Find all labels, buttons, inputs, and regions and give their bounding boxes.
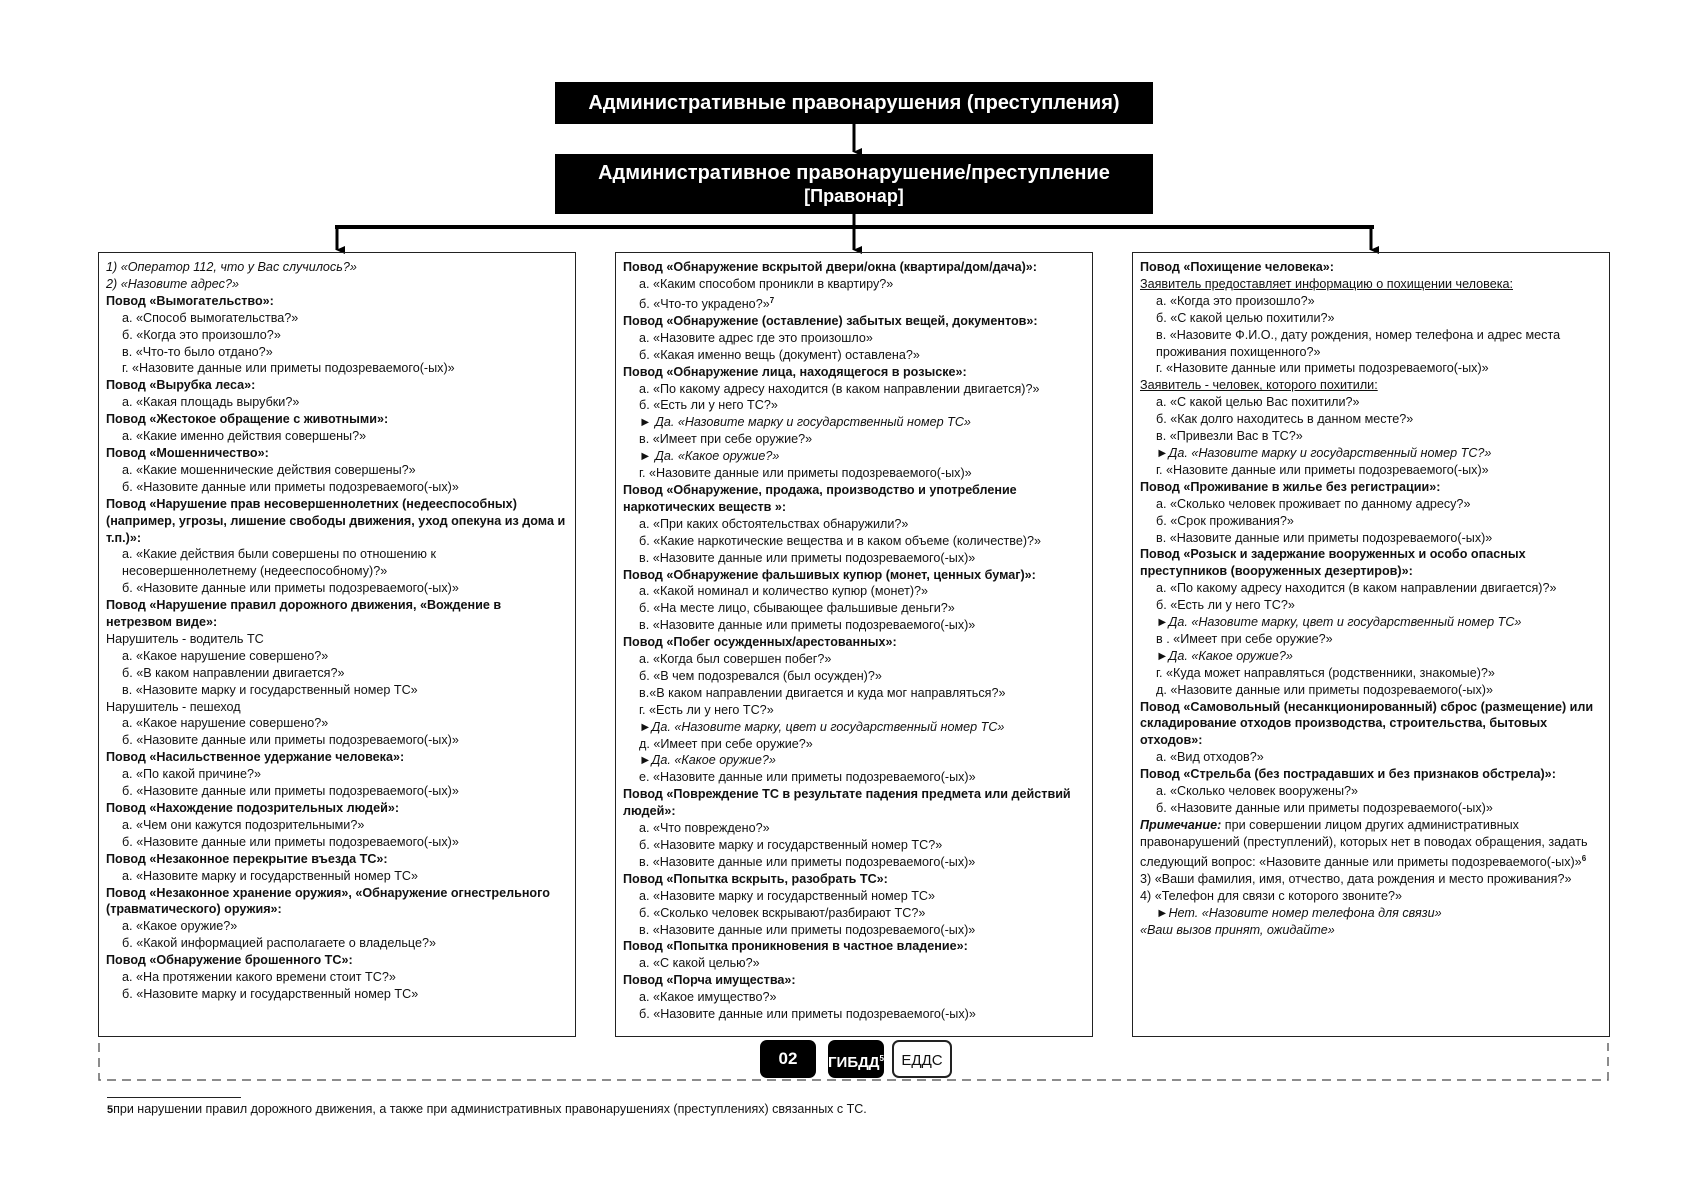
question-line bbox=[1140, 922, 1602, 939]
line-text: а. «Какое нарушение совершено?» bbox=[122, 716, 329, 731]
line-text: г. «Куда может направляться (родственники, знакомые)?» bbox=[1156, 665, 1495, 680]
line-text: Повод «Обнаружение вскрытой двери/окна (квартира/дом/дача)»: bbox=[623, 260, 1038, 274]
question-line bbox=[623, 905, 1085, 922]
line-text: а. «Назовите адрес где это произошло» bbox=[639, 330, 873, 345]
line-text: в. «Назовите марку и государственный номер ТС» bbox=[122, 682, 418, 697]
question-line bbox=[623, 736, 1085, 753]
section-heading bbox=[106, 749, 568, 766]
question-line bbox=[1140, 871, 1602, 888]
section-heading bbox=[106, 597, 568, 631]
question-line bbox=[623, 702, 1085, 719]
line-text: ►Да. «Назовите марку, цвет и государственный номер ТС» bbox=[639, 719, 1005, 734]
line-text: б. «Назовите марку и государственный номер ТС?» bbox=[639, 838, 943, 852]
line-text: г. «Назовите данные или приметы подозреваемого(-ых)» bbox=[639, 466, 972, 481]
line-text: а. «Какая площадь вырубки?» bbox=[122, 395, 300, 410]
question-line bbox=[623, 752, 1085, 769]
question-line bbox=[106, 344, 568, 361]
line-text: б. «На месте лицо, сбывающее фальшивые деньги?» bbox=[639, 601, 955, 616]
question-line bbox=[106, 732, 568, 749]
question-line bbox=[106, 699, 568, 716]
line-text: в. «Назовите данные или приметы подозреваемого(-ых)» bbox=[639, 618, 976, 633]
question-line bbox=[623, 516, 1085, 533]
question-line bbox=[106, 817, 568, 834]
line-text: б. «Какие наркотические вещества и в каком объеме (количестве)?» bbox=[639, 533, 1042, 548]
line-text: б. «Назовите данные или приметы подозреваемого(-ых)» bbox=[1156, 801, 1493, 815]
section-heading bbox=[1140, 546, 1602, 580]
question-line bbox=[1140, 580, 1602, 597]
line-text: Повод «Незаконное хранение оружия», «Обнаружение огнестрельного (травматического) оружия»: bbox=[106, 885, 550, 917]
line-text: а. «Назовите марку и государственный номер ТС» bbox=[122, 868, 418, 883]
question-line bbox=[623, 719, 1085, 736]
subtitle-box bbox=[555, 154, 1153, 214]
line-text: а. «Каким способом проникли в квартиру?» bbox=[639, 276, 894, 291]
question-line bbox=[623, 989, 1085, 1006]
line-text: в. «Имеет при себе оружие?» bbox=[639, 432, 813, 447]
question-line bbox=[623, 854, 1085, 871]
note-text: при совершении лицом других административных правонарушений (преступлений), которых нет в поводах обращения, задать следующий вопрос: «Назовите данные или приметы подозреваемого(-ых)» bbox=[1140, 817, 1588, 869]
section-heading bbox=[623, 972, 1085, 989]
question-line bbox=[623, 922, 1085, 939]
line-text: ►Да. «Назовите марку, цвет и государственный номер ТС» bbox=[1156, 615, 1522, 630]
line-text: а. «Чем они кажутся подозрительными?» bbox=[122, 817, 365, 832]
line-text: б. «Назовите данные или приметы подозреваемого(-ых)» bbox=[122, 479, 459, 494]
question-line bbox=[1140, 496, 1602, 513]
question-line bbox=[1140, 888, 1602, 905]
line-text: а. «Назовите марку и государственный номер ТС» bbox=[639, 888, 935, 903]
line-text: в. «Назовите данные или приметы подозреваемого(-ых)» bbox=[1156, 530, 1493, 545]
question-line bbox=[1140, 682, 1602, 699]
question-line bbox=[1140, 530, 1602, 547]
question-line bbox=[1140, 800, 1602, 817]
note-label: Примечание: bbox=[1140, 817, 1222, 832]
section-heading bbox=[106, 445, 568, 462]
line-text: Заявитель предоставляет информацию о похищении человека: bbox=[1140, 276, 1513, 291]
question-line bbox=[623, 685, 1085, 702]
line-text: а. «Какие действия были совершены по отношению к несовершеннолетнему (недееспособному)?» bbox=[122, 547, 436, 579]
line-text: 4) «Телефон для связи с которого звоните?» bbox=[1140, 888, 1403, 903]
section-heading bbox=[106, 885, 568, 919]
question-line bbox=[1140, 377, 1602, 394]
question-line bbox=[106, 935, 568, 952]
question-line bbox=[623, 600, 1085, 617]
footnote-mark: 5 bbox=[107, 1104, 114, 1116]
line-text: Нарушитель - пешеход bbox=[106, 699, 241, 714]
line-text: а. «Вид отходов?» bbox=[1156, 750, 1264, 765]
question-line bbox=[1140, 513, 1602, 530]
line-text: ►Нет. «Назовите номер телефона для связи» bbox=[1156, 905, 1442, 920]
line-text: а. «С какой целью Вас похитили?» bbox=[1156, 395, 1360, 410]
line-text: 2) «Назовите адрес?» bbox=[106, 276, 239, 291]
question-line bbox=[106, 479, 568, 496]
line-text: г. «Есть ли у него ТС?» bbox=[639, 702, 774, 717]
line-text: Повод «Побег осужденных/арестованных»: bbox=[623, 635, 897, 650]
section-heading bbox=[106, 411, 568, 428]
question-line bbox=[1140, 462, 1602, 479]
question-line bbox=[623, 955, 1085, 972]
line-text: Повод «Розыск и задержание вооруженных и особо опасных преступников (вооруженных дезертиров)»: bbox=[1140, 547, 1526, 579]
line-text: г. «Назовите данные или приметы подозреваемого(-ых)» bbox=[122, 361, 455, 376]
line-text: б. «Назовите данные или приметы подозреваемого(-ых)» bbox=[122, 733, 459, 748]
question-line bbox=[106, 276, 568, 293]
footnote-text: при нарушении правил дорожного движения, а также при административных правонарушениях (преступлениях) связанных с ТС. bbox=[113, 1102, 867, 1116]
line-text: в. «Назовите Ф.И.О., дату рождения, номер телефона и адрес места проживания похищенного?» bbox=[1156, 327, 1561, 359]
question-line bbox=[623, 617, 1085, 634]
section-heading bbox=[1140, 699, 1602, 750]
section-heading bbox=[1140, 479, 1602, 496]
line-text: б. «В каком направлении двигается?» bbox=[122, 665, 345, 680]
question-line bbox=[106, 986, 568, 1003]
line-text: в.«В каком направлении двигается и куда мог направляться?» bbox=[639, 685, 1006, 700]
section-heading bbox=[106, 377, 568, 394]
line-text: Повод «Попытка проникновения в частное владение»: bbox=[623, 939, 968, 954]
line-text: Повод «Обнаружение (оставление) забытых вещей, документов»: bbox=[623, 313, 1038, 328]
question-line bbox=[106, 868, 568, 885]
subtitle-code: [Правонар] bbox=[804, 186, 904, 206]
line-text: а. «С какой целью?» bbox=[639, 956, 760, 971]
line-text: Повод «Обнаружение лица, находящегося в розыске»: bbox=[623, 364, 967, 379]
line-text: Повод «Обнаружение фальшивых купюр (монет, ценных бумаг)»: bbox=[623, 567, 1036, 582]
question-line bbox=[623, 550, 1085, 567]
question-line bbox=[623, 837, 1085, 854]
question-line bbox=[1140, 665, 1602, 682]
question-line bbox=[623, 583, 1085, 600]
question-line bbox=[623, 769, 1085, 786]
line-text: д. «Имеет при себе оружие?» bbox=[639, 736, 813, 751]
line-text: б. «Назовите данные или приметы подозреваемого(-ых)» bbox=[122, 784, 459, 799]
line-text: а. «Способ вымогательства?» bbox=[122, 310, 299, 325]
question-line bbox=[623, 533, 1085, 550]
line-text: в. «Что-то было отдано?» bbox=[122, 344, 273, 359]
badge-02: 02 bbox=[760, 1040, 816, 1078]
section-heading bbox=[623, 786, 1085, 820]
line-text: а. «Какое имущество?» bbox=[639, 990, 777, 1005]
line-text: Повод «Самовольный (несанкционированный) сброс (размещение) или складирование отходов производства, строительства, бытовых отходов»: bbox=[1140, 699, 1594, 748]
line-text: а. «Какое нарушение совершено?» bbox=[122, 648, 329, 663]
section-heading bbox=[623, 871, 1085, 888]
line-text: ►Да. «Назовите марку и государственный номер ТС?» bbox=[1156, 445, 1492, 460]
line-text: б. «Назовите данные или приметы подозреваемого(-ых)» bbox=[122, 834, 459, 849]
footnote-ref: 7 bbox=[769, 295, 775, 305]
question-line bbox=[1140, 597, 1602, 614]
question-line bbox=[623, 276, 1085, 293]
question-line bbox=[623, 293, 1085, 313]
line-text: ► Да. «Какое оружие?» bbox=[639, 449, 780, 464]
line-text: а. «Какой номинал и количество купюр (монет)?» bbox=[639, 584, 929, 599]
line-text: б. «Назовите марку и государственный номер ТС» bbox=[122, 986, 419, 1001]
line-text: ►Да. «Какое оружие?» bbox=[1156, 648, 1293, 663]
column-middle bbox=[615, 252, 1093, 1037]
question-line bbox=[1140, 276, 1602, 293]
question-line bbox=[623, 448, 1085, 465]
question-line bbox=[106, 428, 568, 445]
question-line bbox=[106, 648, 568, 665]
question-line bbox=[1140, 749, 1602, 766]
question-line bbox=[1140, 293, 1602, 310]
question-line bbox=[106, 918, 568, 935]
section-heading bbox=[623, 938, 1085, 955]
question-line bbox=[106, 969, 568, 986]
question-line bbox=[1140, 310, 1602, 327]
question-line bbox=[106, 546, 568, 580]
question-line bbox=[106, 360, 568, 377]
question-line bbox=[106, 462, 568, 479]
section-heading bbox=[106, 952, 568, 969]
line-text: б. «Сколько человек вскрывают/разбирают ТС?» bbox=[639, 905, 926, 920]
question-line bbox=[623, 431, 1085, 448]
question-line bbox=[106, 665, 568, 682]
line-text: г. «Назовите данные или приметы подозреваемого(-ых)» bbox=[1156, 462, 1489, 477]
line-text: Повод «Вырубка леса»: bbox=[106, 378, 256, 393]
question-line bbox=[1140, 445, 1602, 462]
question-line bbox=[623, 381, 1085, 398]
question-line bbox=[1140, 614, 1602, 631]
line-text: а. «На протяжении какого времени стоит ТС?» bbox=[122, 970, 396, 985]
line-text: б. «Назовите данные или приметы подозреваемого(-ых)» bbox=[639, 1007, 976, 1022]
line-text: а. «Какие мошеннические действия совершены?» bbox=[122, 462, 416, 477]
line-text: Повод «Вымогательство»: bbox=[106, 293, 274, 308]
footnote-ref: 6 bbox=[1581, 853, 1587, 863]
section-heading bbox=[106, 293, 568, 310]
column-left bbox=[98, 252, 576, 1037]
section-heading bbox=[623, 567, 1085, 584]
line-text: 1) «Оператор 112, что у Вас случилось?» bbox=[106, 260, 357, 274]
question-line bbox=[106, 310, 568, 327]
line-text: Повод «Нарушение прав несовершеннолетних (недееспособных) (например, угрозы, лишение свободы движения, уход опекуна из дома и т.п.)»: bbox=[106, 496, 566, 545]
badge-edds: ЕДДС bbox=[892, 1040, 952, 1078]
line-text: Повод «Обнаружение, продажа, производство и употребление наркотических веществ »: bbox=[623, 482, 1017, 514]
line-text: Повод «Порча имущества»: bbox=[623, 973, 796, 988]
line-text: б. «Какая именно вещь (документ) оставлена?» bbox=[639, 347, 920, 362]
line-text: б. «В чем подозревался (был осужден)?» bbox=[639, 668, 882, 683]
line-text: Повод «Стрельба (без пострадавших и без признаков обстрела)»: bbox=[1140, 767, 1556, 782]
section-heading bbox=[623, 364, 1085, 381]
badge-gibdd-label: ГИБДД bbox=[828, 1054, 880, 1071]
question-line bbox=[106, 580, 568, 597]
line-text: Повод «Проживание в жилье без регистрации»: bbox=[1140, 479, 1441, 494]
line-text: б. «Как долго находитесь в данном месте?» bbox=[1156, 412, 1414, 427]
question-line bbox=[1140, 817, 1602, 871]
section-heading bbox=[623, 313, 1085, 330]
line-text: а. «Что повреждено?» bbox=[639, 821, 770, 836]
question-line bbox=[623, 1006, 1085, 1023]
line-text: Повод «Мошенничество»: bbox=[106, 445, 269, 460]
question-line bbox=[623, 414, 1085, 431]
section-heading bbox=[623, 634, 1085, 651]
line-text: в. «Назовите данные или приметы подозреваемого(-ых)» bbox=[639, 550, 976, 565]
section-heading bbox=[623, 259, 1085, 276]
line-text: б. «Когда это произошло?» bbox=[122, 327, 281, 342]
line-text: а. «При каких обстоятельствах обнаружили?» bbox=[639, 516, 909, 531]
line-text: Повод «Жестокое обращение с животными»: bbox=[106, 412, 389, 427]
subtitle-text: Административное правонарушение/преступление bbox=[598, 162, 1110, 184]
column-right bbox=[1132, 252, 1610, 1037]
line-text: б. «Какой информацией располагаете о владельце?» bbox=[122, 936, 436, 951]
line-text: Повод «Нахождение подозрительных людей»: bbox=[106, 801, 400, 815]
question-line bbox=[1140, 905, 1602, 922]
line-text: б. «С какой целью похитили?» bbox=[1156, 310, 1335, 325]
line-text: Повод «Незаконное перекрытие въезда ТС»: bbox=[106, 851, 388, 866]
line-text: г. «Назовите данные или приметы подозреваемого(-ых)» bbox=[1156, 361, 1489, 376]
question-line bbox=[623, 397, 1085, 414]
line-text: а. «По какому адресу находится (в каком направлении двигается)?» bbox=[639, 381, 1040, 396]
line-text: в. «Привезли Вас в ТС?» bbox=[1156, 429, 1303, 444]
line-text: а. «Сколько человек проживает по данному адресу?» bbox=[1156, 496, 1471, 511]
question-line bbox=[106, 834, 568, 851]
question-line bbox=[623, 651, 1085, 668]
line-text: ► Да. «Назовите марку и государственный номер ТС» bbox=[639, 415, 971, 430]
line-text: б. «Срок проживания?» bbox=[1156, 513, 1294, 528]
footnote bbox=[107, 1102, 867, 1116]
line-text: Повод «Насильственное удержание человека»: bbox=[106, 750, 405, 765]
question-line bbox=[1140, 327, 1602, 361]
line-text: а. «Сколько человек вооружены?» bbox=[1156, 784, 1359, 799]
line-text: Нарушитель - водитель ТС bbox=[106, 631, 264, 646]
question-line bbox=[106, 715, 568, 732]
question-line bbox=[1140, 411, 1602, 428]
line-text: Повод «Повреждение ТС в результате падения предмета или действий людей»: bbox=[623, 787, 1071, 819]
section-heading bbox=[623, 482, 1085, 516]
line-text: а. «Какое оружие?» bbox=[122, 919, 238, 934]
section-heading bbox=[106, 851, 568, 868]
section-heading bbox=[1140, 766, 1602, 783]
question-line bbox=[106, 259, 568, 276]
section-heading bbox=[1140, 259, 1602, 276]
line-text: а. «По какому адресу находится (в каком направлении двигается)?» bbox=[1156, 581, 1557, 596]
question-line bbox=[623, 347, 1085, 364]
line-text: 3) «Ваши фамилия, имя, отчество, дата рождения и место проживания?» bbox=[1140, 871, 1572, 886]
line-text: б. «Есть ли у него ТС?» bbox=[1156, 598, 1295, 613]
question-line bbox=[1140, 631, 1602, 648]
line-text: а. «Когда был совершен побег?» bbox=[639, 652, 832, 667]
page-title: Административные правонарушения (преступления) bbox=[555, 82, 1153, 124]
question-line bbox=[106, 682, 568, 699]
line-text: в. «Назовите данные или приметы подозреваемого(-ых)» bbox=[639, 854, 976, 869]
question-line bbox=[1140, 783, 1602, 800]
question-line bbox=[106, 394, 568, 411]
line-text: б. «Есть ли у него ТС?» bbox=[639, 398, 778, 413]
question-line bbox=[623, 668, 1085, 685]
question-line bbox=[106, 631, 568, 648]
line-text: в. «Назовите данные или приметы подозреваемого(-ых)» bbox=[639, 922, 976, 937]
line-text: а. «Когда это произошло?» bbox=[1156, 293, 1315, 308]
line-text: б. «Что-то украдено?» bbox=[639, 297, 770, 311]
question-line bbox=[106, 327, 568, 344]
line-text: Заявитель - человек, которого похитили: bbox=[1140, 378, 1378, 393]
question-line bbox=[1140, 360, 1602, 377]
line-text: д. «Назовите данные или приметы подозреваемого(-ых)» bbox=[1156, 682, 1493, 697]
line-text: б. «Назовите данные или приметы подозреваемого(-ых)» bbox=[122, 581, 459, 596]
question-line bbox=[106, 783, 568, 800]
line-text: а. «По какой причине?» bbox=[122, 767, 261, 782]
line-text: е. «Назовите данные или приметы подозреваемого(-ых)» bbox=[639, 770, 976, 785]
line-text: в . «Имеет при себе оружие?» bbox=[1156, 631, 1333, 646]
badge-gibdd-footnote: 5 bbox=[879, 1054, 884, 1063]
question-line bbox=[623, 820, 1085, 837]
question-line bbox=[623, 465, 1085, 482]
question-line bbox=[1140, 648, 1602, 665]
line-text: «Ваш вызов принят, ожидайте» bbox=[1140, 922, 1335, 937]
question-line bbox=[1140, 428, 1602, 445]
question-line bbox=[106, 766, 568, 783]
line-text: ►Да. «Какое оружие?» bbox=[639, 753, 776, 768]
badge-gibdd bbox=[828, 1040, 884, 1078]
section-heading bbox=[106, 800, 568, 817]
question-line bbox=[623, 888, 1085, 905]
line-text: Повод «Похищение человека»: bbox=[1140, 260, 1334, 274]
line-text: а. «Какие именно действия совершены?» bbox=[122, 429, 367, 444]
question-line bbox=[623, 330, 1085, 347]
footnote-rule bbox=[107, 1097, 241, 1098]
line-text: Повод «Обнаружение брошенного ТС»: bbox=[106, 953, 353, 968]
line-text: Повод «Попытка вскрыть, разобрать ТС»: bbox=[623, 871, 888, 886]
line-text: Повод «Нарушение правил дорожного движения, «Вождение в нетрезвом виде»: bbox=[106, 598, 502, 630]
section-heading bbox=[106, 496, 568, 547]
question-line bbox=[1140, 394, 1602, 411]
